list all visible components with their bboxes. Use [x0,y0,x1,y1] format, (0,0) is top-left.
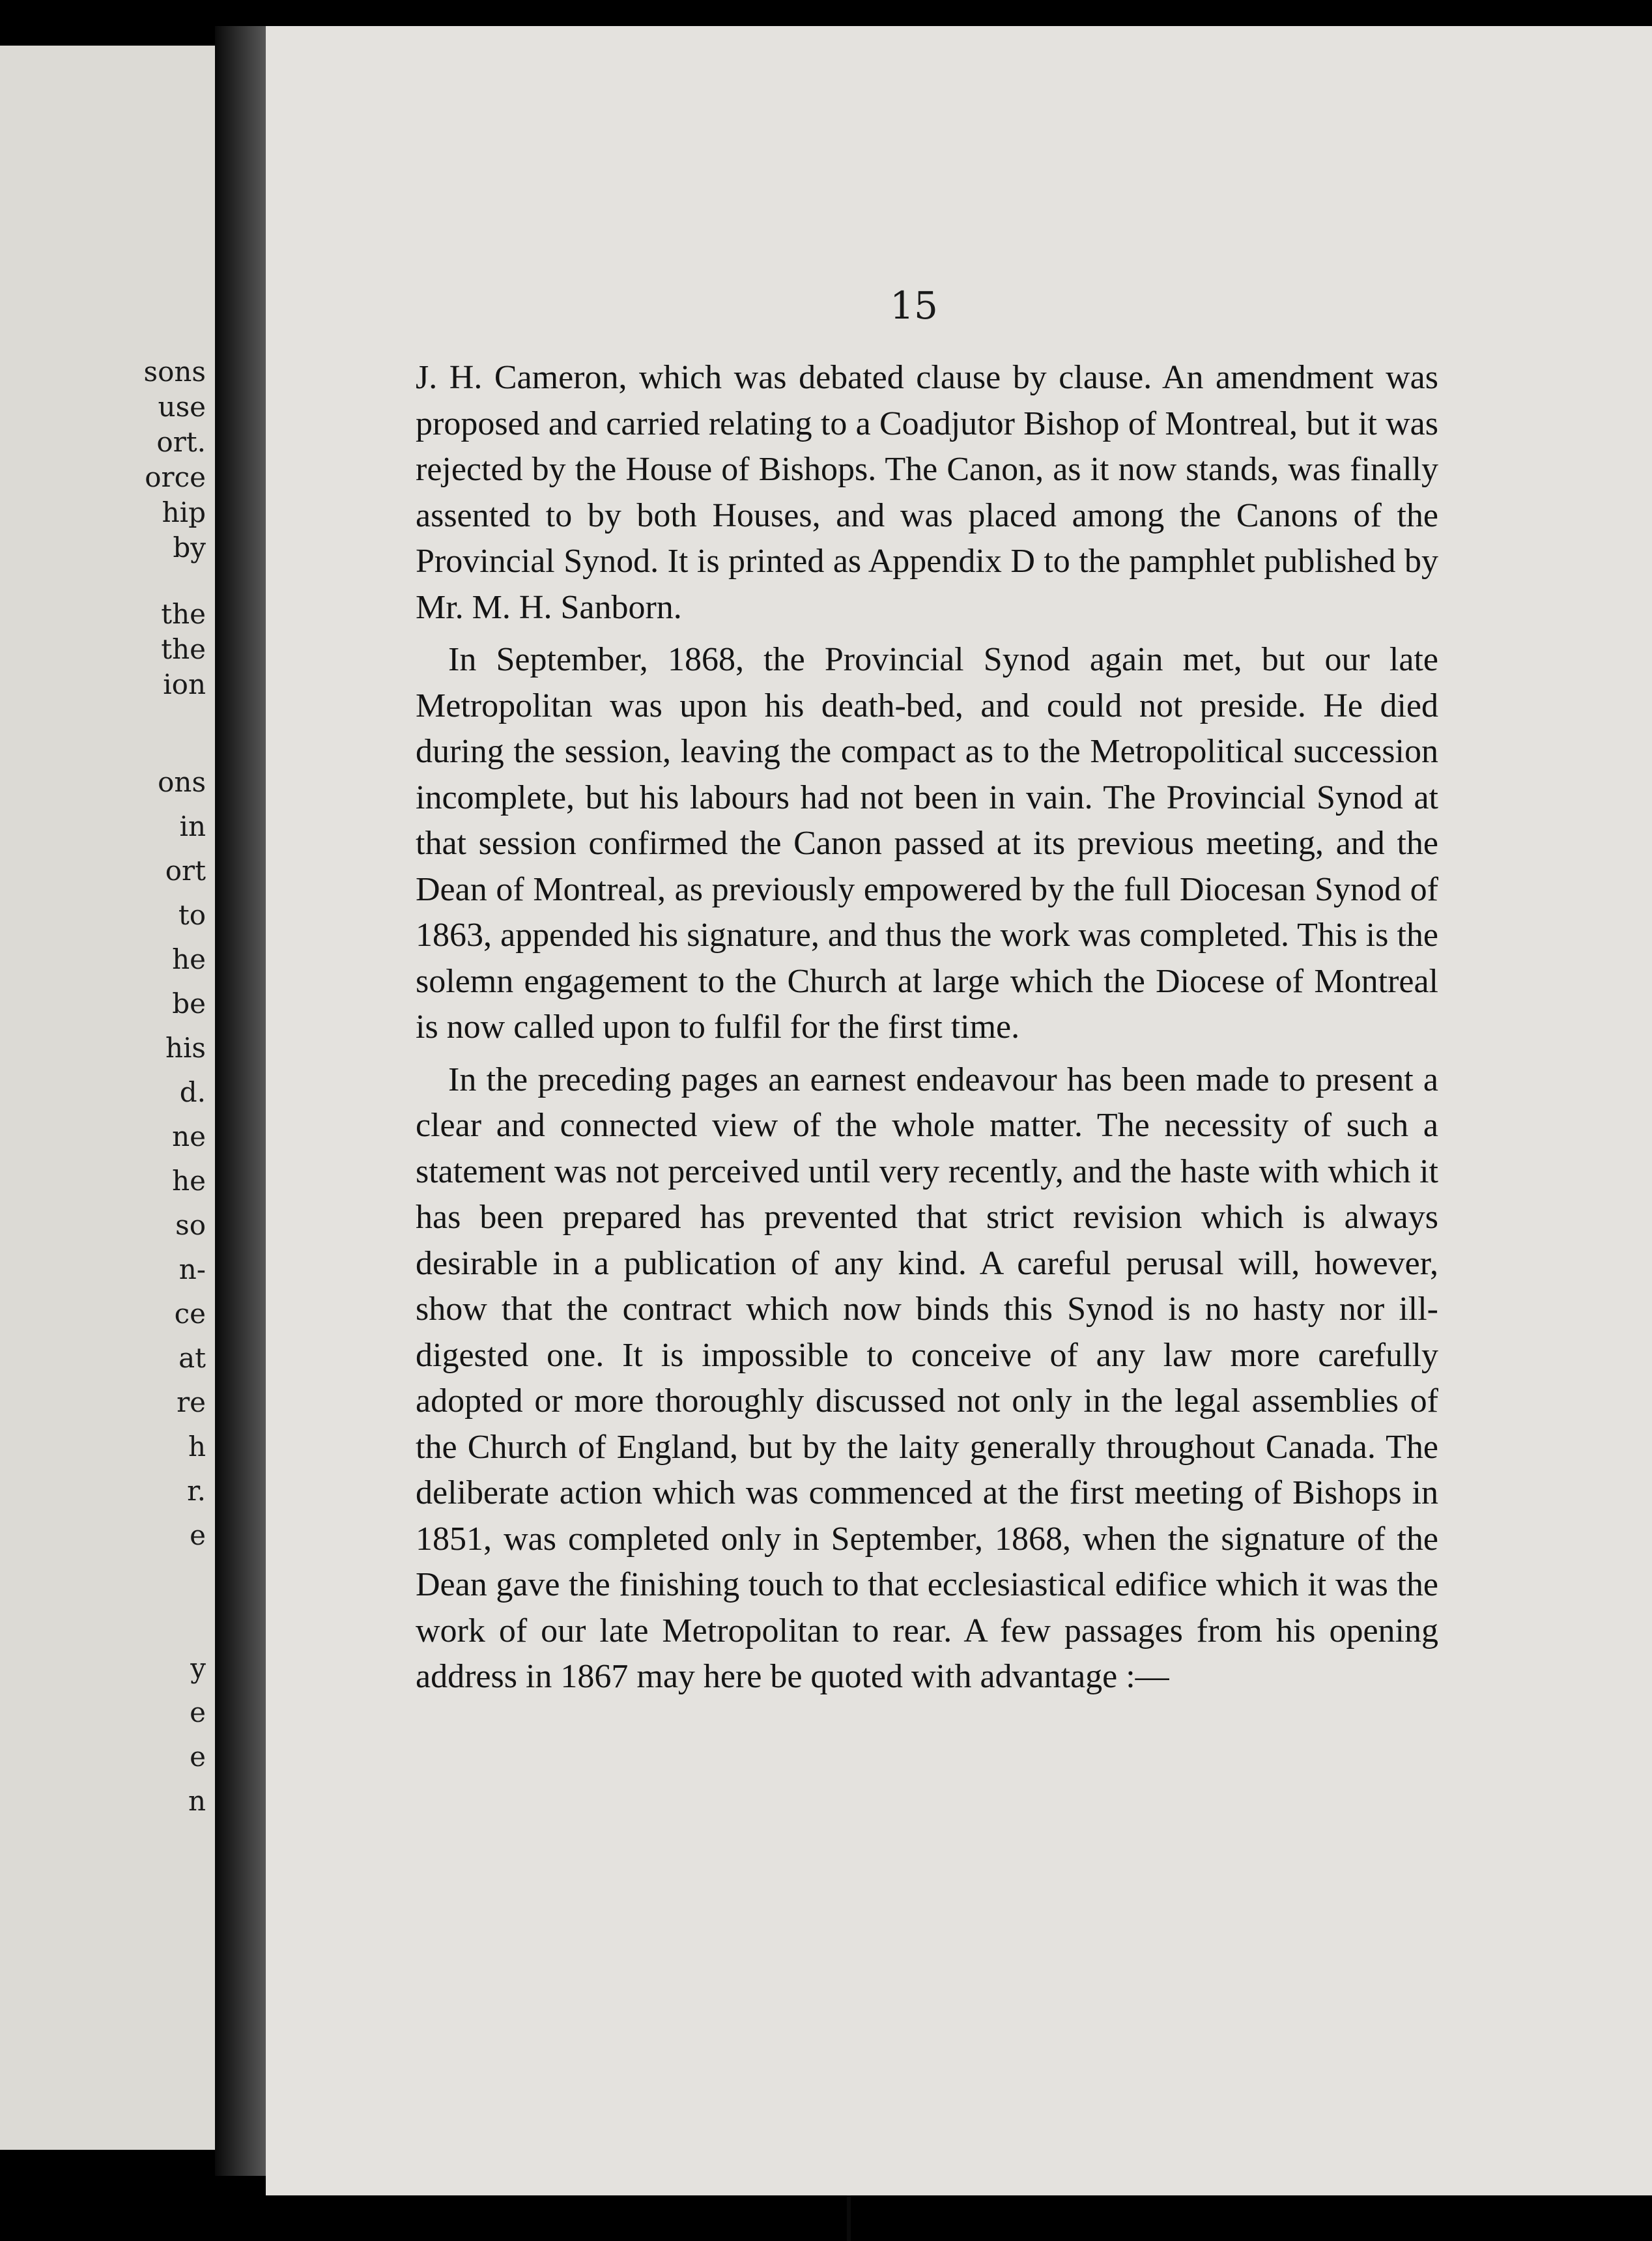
left-fragment: ort. [156,426,206,458]
paragraph: In the preceding pages an earnest endeavour has been made to present a clear and connected view of the whole matter. The necessity of such a statement was not perceived until very recently, and the haste with which it has been prepared has prevented that strict revision which is always desirable in a publication of any kind. A careful perusal will, however, show that the contract which now binds this Synod is no hasty nor ill-digested one. It is impossible to conceive of any law more carefully adopted or more thoroughly discussed not only in the legal assemblies of the Church of England, but by the laity generally throughout Canada. The deliberate action which was commenced at the first meeting of Bishops in 1851, was completed only in September, 1868, when the signature of the Dean gave the finishing touch to that ecclesiastical edifice which it was the work of our late Metropolitan to rear. A few passages from his opening address in 1867 may here be quoted with advantage :— [416,1061,1438,1695]
left-fragment: his [165,1032,206,1064]
left-fragment: e [190,1696,206,1728]
left-fragment: by [173,532,206,564]
left-fragment: re [177,1386,206,1418]
left-fragment: r. [187,1475,206,1507]
previous-page-fragment [0,46,215,2150]
left-fragment: ne [172,1120,206,1152]
left-fragment: so [175,1209,206,1241]
left-fragment: h [188,1431,206,1463]
left-fragment: to [178,899,206,931]
left-fragment: orce [145,461,206,493]
paragraph: J. H. Cameron, which was debated clause by clause. An amendment was proposed and carried relating to a Coadjutor Bishop of Montreal, but it was rejected by the House of Bishops. The Canon, as it now stands, was finally assented to by both Houses, and was placed among the Canons of the Provincial Synod. It is printed as Appendix D to the pamphlet published by Mr. M. H. Sanborn. [416,359,1438,626]
left-fragment: at [178,1342,206,1374]
left-fragment: y [190,1652,206,1684]
left-fragment: in [179,810,206,842]
left-fragment: the [161,598,206,630]
left-fragment: be [172,988,206,1020]
page-number: 15 [890,283,938,328]
body-text [416,355,1438,1707]
current-page [266,26,1652,2195]
left-fragment: he [172,943,206,975]
left-fragment: ort [165,855,206,887]
left-fragment: n [188,1785,206,1817]
left-fragment: use [158,391,206,423]
left-fragment: ion [163,668,206,700]
left-fragment: the [161,633,206,665]
left-fragment: ons [158,766,206,798]
left-fragment: he [172,1165,206,1197]
left-fragment: n- [178,1253,206,1285]
left-fragment: e [190,1741,206,1773]
left-fragment: ce [174,1298,206,1330]
film-scratch [847,2195,851,2241]
left-fragment: sons [143,356,206,388]
paragraph: In September, 1868, the Provincial Synod again met, but our late Metropolitan was upon his death-bed, and could not preside. He died during the session, leaving the compact as to the Metropolitical succession incomplete, but his labours had not been in vain. The Provincial Synod at that session confirmed the Canon passed at its previous meeting, and the Dean of Montreal, as previously empowered by the full Diocesan Synod of 1863, appended his signature, and thus the work was completed. This is the solemn engagement to the Church at large which the Diocese of Montreal is now called upon to fulfil for the first time. [416,641,1438,1046]
book-gutter [215,26,267,2176]
left-fragment: d. [179,1076,206,1108]
left-fragment: e [190,1519,206,1551]
left-fragment: hip [162,496,206,528]
